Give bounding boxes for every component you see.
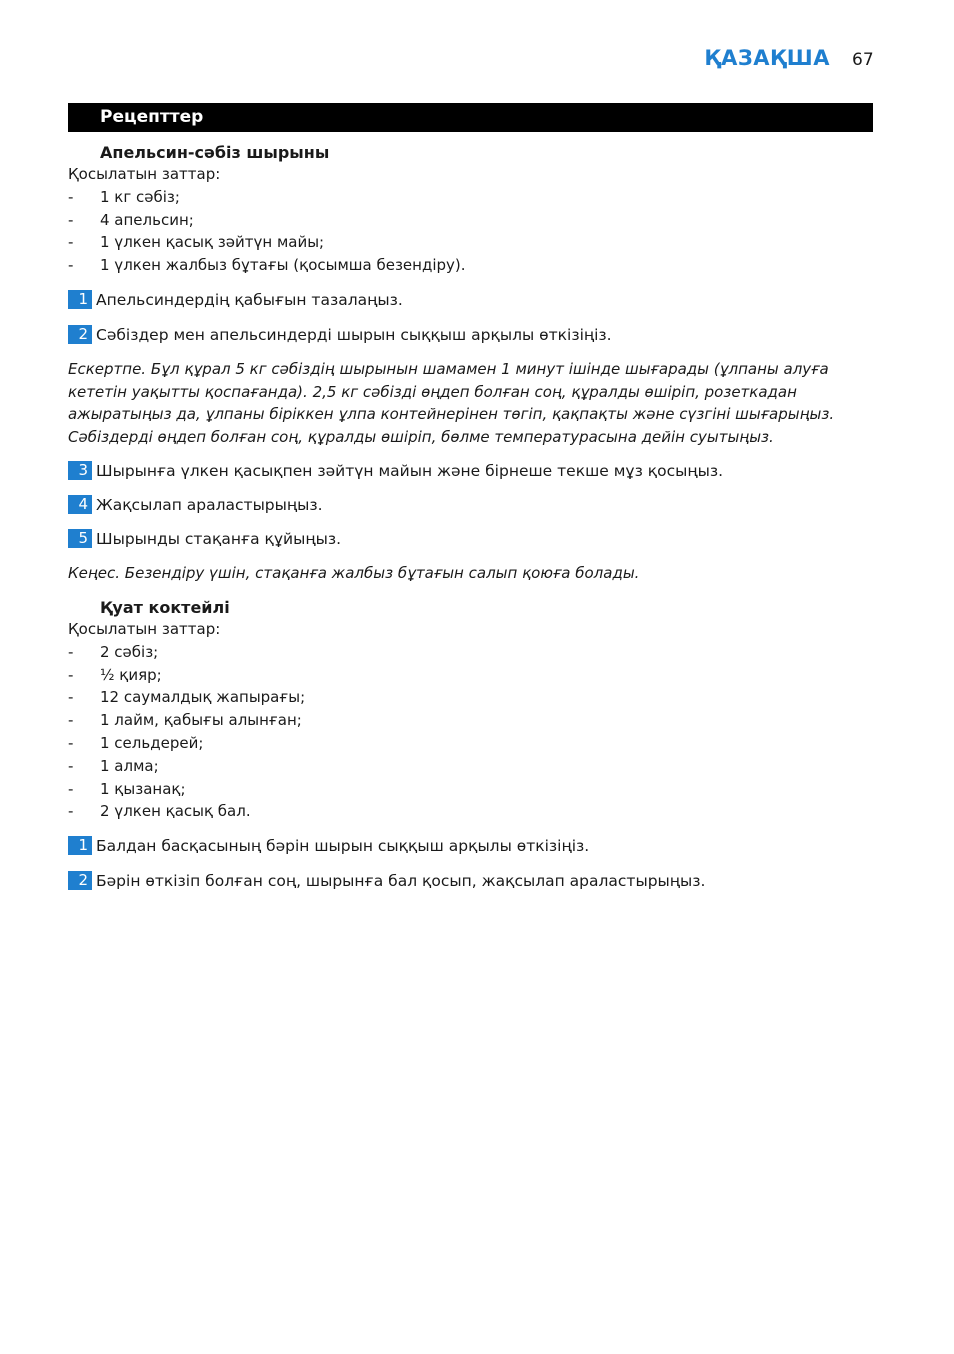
step-item — [68, 871, 705, 891]
language-title: ҚАЗАҚША — [704, 46, 830, 70]
step-item — [68, 290, 403, 310]
step-text: Шырынды стақанға құйыңыз. — [96, 530, 342, 548]
step-text: Сәбіздер мен апельсиндерді шырын сыққыш арқылы өткізіңіз. — [96, 326, 612, 344]
page-number: 67 — [852, 50, 874, 70]
note-line: кететін уақытты қоспағанда). 2,5 кг сәбізді өңдеп болған соң, құралды өшіріп, розеткадан — [68, 382, 797, 401]
list-item: - 1 үлкен жалбыз бұтағы (қосымша безендіру). — [68, 256, 466, 275]
step-text: Шырынға үлкен қасықпен зәйтүн майын және бірнеше текше мұз қосыңыз. — [96, 462, 724, 480]
step-number: 5 — [68, 529, 92, 548]
recipe2-header — [68, 598, 873, 823]
list-item: - 12 саумалдық жапырағы; — [68, 688, 306, 707]
tip: Кеңес. Безендіру үшін, стақанға жалбыз бұтағын салып қоюға болады. — [68, 564, 640, 582]
list-item: - 1 қызанақ; — [68, 779, 186, 798]
list-item: - 1 алма; — [68, 756, 159, 775]
step-item — [68, 836, 589, 856]
ingredients-list — [68, 186, 873, 277]
section-title: Рецепттер — [100, 107, 204, 127]
step-number: 4 — [68, 495, 92, 514]
list-item: - 1 лайм, қабығы алынған; — [68, 711, 302, 730]
step-text: Жақсылап араластырыңыз. — [96, 496, 323, 514]
ingredients-list — [68, 641, 873, 823]
step-text: Апельсиндердің қабығын тазалаңыз. — [96, 291, 403, 309]
list-item: - 1 кг сәбіз; — [68, 187, 180, 206]
step-number: 1 — [68, 836, 92, 855]
step-text: Бәрін өткізіп болған соң, шырынға бал қосып, жақсылап араластырыңыз. — [96, 872, 706, 890]
list-item: - 2 сәбіз; — [68, 642, 159, 661]
note — [68, 358, 873, 448]
recipe1-header — [68, 143, 873, 277]
note-line: Ескертпе. Бұл құрал 5 кг сәбіздің шырынын шамамен 1 минут ішінде шығарады (ұлпаны алуға — [68, 360, 829, 378]
recipe-title: Апельсин-сәбіз шырыны — [100, 143, 330, 162]
list-item: - 1 үлкен қасық зәйтүн майы; — [68, 233, 325, 252]
list-item: - 1 сельдерей; — [68, 733, 204, 752]
step-item — [68, 529, 341, 549]
step-item — [68, 325, 612, 345]
section-bar — [68, 103, 873, 132]
list-item: - 2 үлкен қасық бал. — [68, 802, 251, 821]
step-text: Балдан басқасының бәрін шырын сыққыш арқылы өткізіңіз. — [96, 837, 590, 855]
step-number: 2 — [68, 871, 92, 890]
recipe-title: Қуат коктейлі — [100, 598, 230, 617]
step-number: 2 — [68, 325, 92, 344]
step-number: 3 — [68, 461, 92, 480]
note-line: ажыратыңыз да, ұлпаны біріккен ұлпа контейнерінен төгіп, қақпақты және сүзгіні шығарыңыз. — [68, 405, 835, 423]
step-item — [68, 495, 323, 515]
step-item — [68, 461, 723, 481]
ingredients-label: Қосылатын заттар: — [68, 165, 221, 183]
list-item: - ½ қияр; — [68, 665, 162, 684]
step-number: 1 — [68, 290, 92, 309]
list-item: - 4 апельсин; — [68, 210, 194, 229]
ingredients-label: Қосылатын заттар: — [68, 620, 221, 638]
note-line: Сәбіздерді өңдеп болған соң, құралды өшіріп, бөлме температурасына дейін суытыңыз. — [68, 427, 774, 446]
